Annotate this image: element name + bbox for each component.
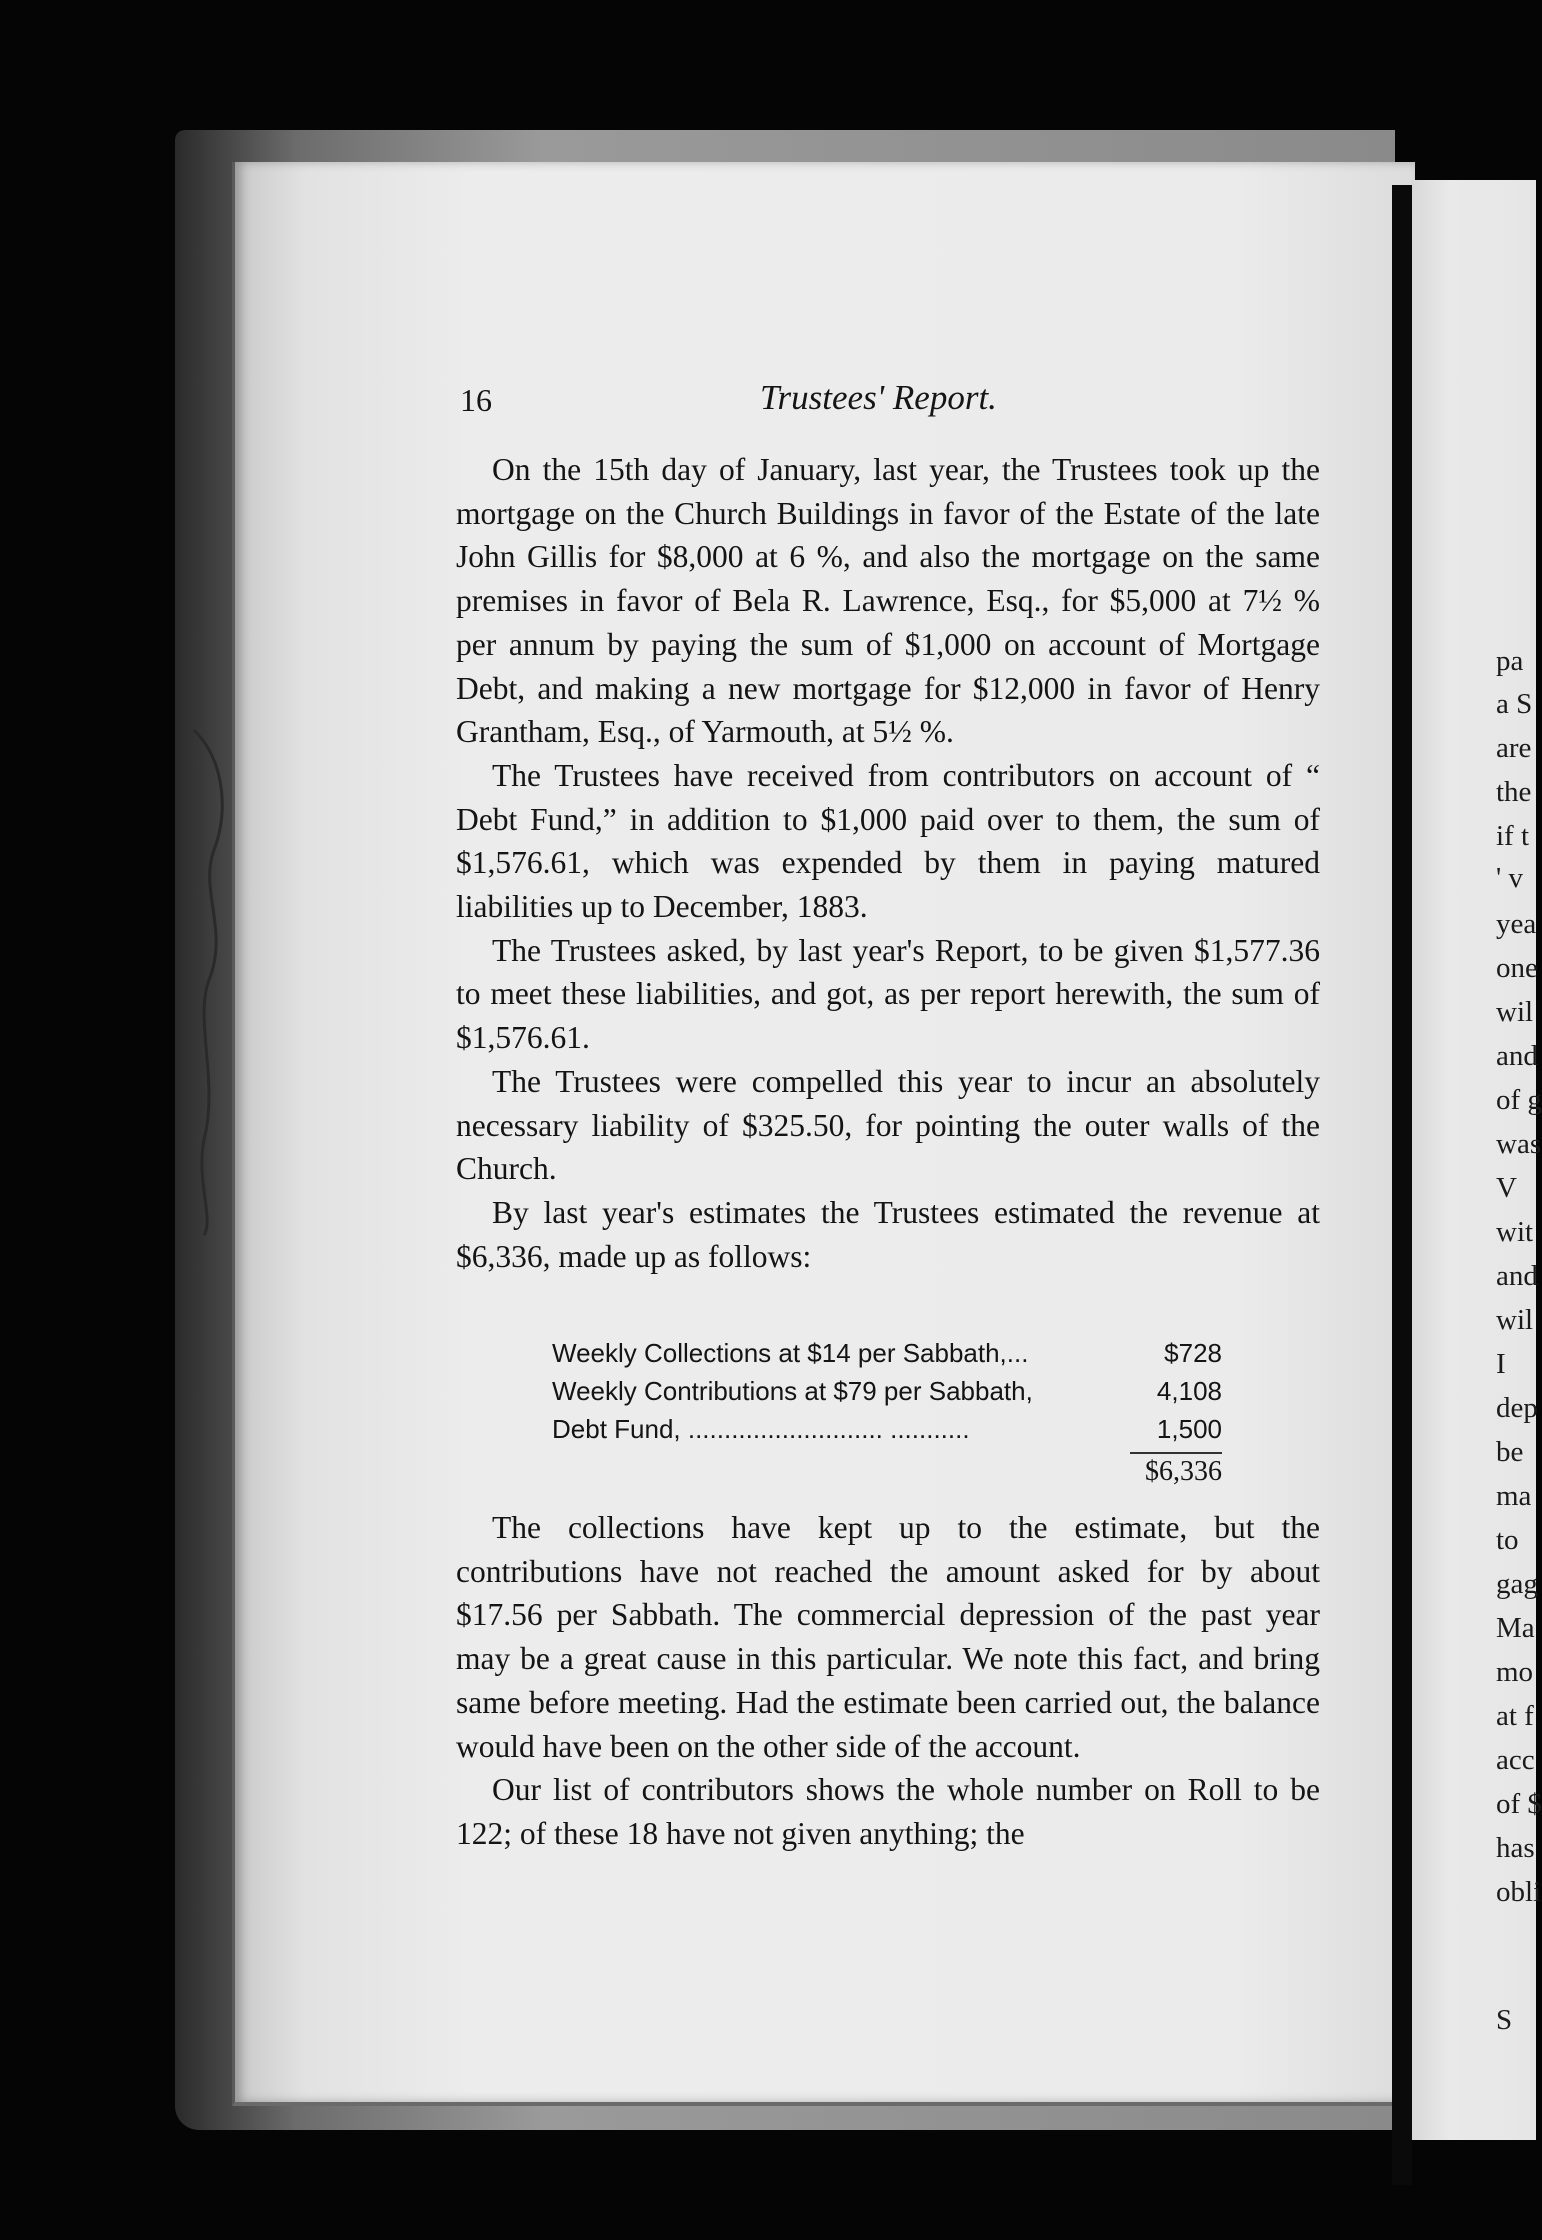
facing-page-fragment: wil xyxy=(1496,1304,1534,1336)
paragraph-pointing-walls: The Trustees were compelled this year to incur an absolutely necessary liability of $325.50, for pointing the outer walls of the Church. xyxy=(456,1063,1320,1187)
facing-page-fragment: was xyxy=(1496,1128,1542,1160)
facing-page-fragment: pa xyxy=(1496,645,1524,677)
paragraph-contributors: Our list of contributors shows the whole number on Roll to be 122; of these 18 have not given anything; the xyxy=(456,1772,1320,1851)
estimates-table xyxy=(552,1334,1222,1448)
report-text-lower xyxy=(456,1506,1320,1856)
facing-page-fragment: of g xyxy=(1496,1084,1542,1116)
estimate-amount: $728 xyxy=(1164,1338,1222,1368)
facing-page-fragment: I xyxy=(1496,1348,1506,1380)
facing-page-fragment: mo xyxy=(1496,1656,1534,1688)
facing-page-fragment: dep xyxy=(1496,1392,1538,1424)
facing-page-fragment: wit xyxy=(1496,1216,1534,1248)
estimate-row xyxy=(552,1334,1222,1372)
facing-page-fragment: are xyxy=(1496,732,1532,764)
facing-page-fragment: and xyxy=(1496,1040,1538,1072)
facing-page-fragment: wil xyxy=(1496,996,1534,1028)
page-number: 16 xyxy=(460,382,492,418)
estimate-item: Weekly Collections at $14 per Sabbath,... xyxy=(552,1338,1029,1368)
estimate-row xyxy=(552,1410,1222,1448)
estimate-item: Debt Fund, ........................... ........... xyxy=(552,1414,970,1444)
facing-page-fragment: gag xyxy=(1496,1568,1538,1600)
estimates-total: $6,336 xyxy=(1130,1452,1222,1488)
facing-page-fragment: V xyxy=(1496,1172,1517,1204)
estimate-amount: 1,500 xyxy=(1156,1414,1222,1444)
facing-page-fragment: yea xyxy=(1496,908,1537,940)
estimate-item: Weekly Contributions at $79 per Sabbath, xyxy=(552,1376,1033,1406)
facing-page-fragment: be xyxy=(1496,1436,1524,1468)
facing-page-fragment: S xyxy=(1496,2004,1513,2036)
facing-page-fragment: the xyxy=(1496,776,1532,808)
paragraph-debt-fund: The Trustees have received from contributors on account of “ Debt Fund,” in addition to $1,000 paid over to them, the sum of $1,576.61, which was expended by them in paying matured liabilities up to December, 1883. xyxy=(456,757,1320,925)
facing-page-fragment: has xyxy=(1496,1832,1535,1864)
facing-page-fragment: ma xyxy=(1496,1480,1532,1512)
facing-page-fragment: a S xyxy=(1496,688,1533,720)
paragraph-liabilities: The Trustees asked, by last year's Report, to be given $1,577.36 to meet these liabilities, and got, as per report herewith, the sum of $1,576.61. xyxy=(456,932,1320,1056)
facing-page-fragment: Ma xyxy=(1496,1612,1535,1644)
report-text-upper xyxy=(456,448,1320,1278)
paragraph-estimates-intro: By last year's estimates the Trustees estimated the revenue at $6,336, made up as follows: xyxy=(456,1194,1320,1274)
facing-page xyxy=(1412,180,1542,2140)
estimate-amount: 4,108 xyxy=(1156,1376,1222,1406)
running-title: Trustees' Report. xyxy=(760,378,997,417)
running-header xyxy=(460,378,1280,428)
facing-page-fragment: at f xyxy=(1496,1700,1534,1732)
estimate-row xyxy=(552,1372,1222,1410)
facing-page-fragment: to xyxy=(1496,1524,1519,1556)
facing-page-fragment: and xyxy=(1496,1260,1538,1292)
paragraph-collections: The collections have kept up to the estimate, but the contributions have not reached the amount asked for by about $17.56 per Sabbath. The commercial depression of the past year may be a great cause in this particular. We note this fact, and bring same before meeting. Had the estimate been carried out, the balance would have been on the other side of the account. xyxy=(456,1510,1320,1764)
paragraph-mortgage: On the 15th day of January, last year, the Trustees took up the mortgage on the Church Buildings in favor of the Estate of the late John Gillis for $8,000 at 6 %, and also the mortgage on the same premises in favor of Bela R. Lawrence, Esq., for $5,000 at 7½ % per annum by paying the sum of $1,000 on account of Mortgage Debt, and making a new mortgage for $12,000 in favor of Henry Grantham, Esq., of Yarmouth, at 5½ %. xyxy=(456,452,1320,750)
facing-page-fragment: acc xyxy=(1496,1744,1535,1776)
binding-thread xyxy=(174,720,234,1240)
facing-page-fragment: of $ xyxy=(1496,1788,1542,1820)
facing-page-fragment: if t xyxy=(1496,820,1530,852)
book-gutter xyxy=(1392,185,1412,2185)
facing-page-fragment: ' v xyxy=(1496,862,1523,894)
facing-page-fragment: one xyxy=(1496,952,1538,984)
facing-page-fragment: obli xyxy=(1496,1876,1542,1908)
